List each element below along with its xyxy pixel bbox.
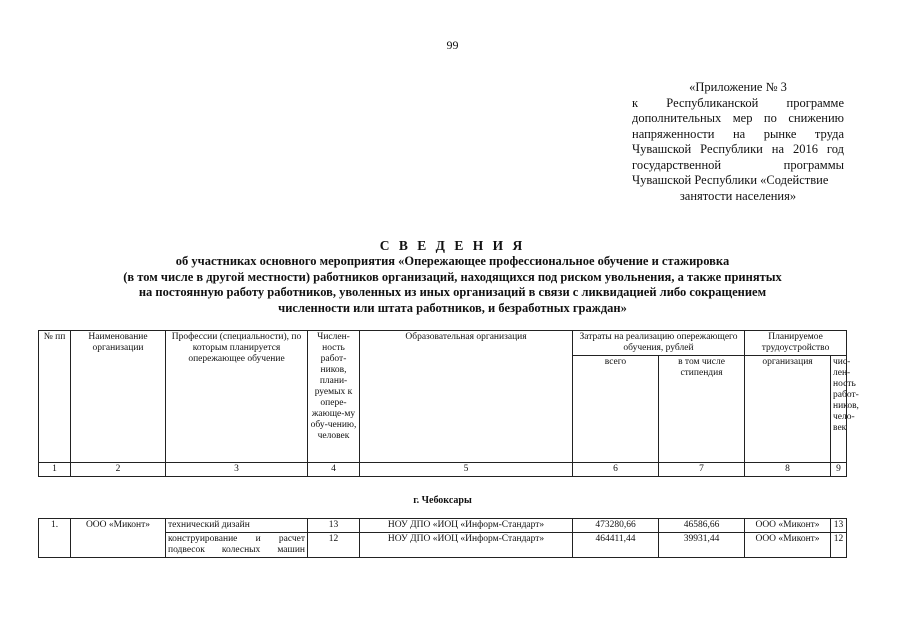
- header-employment-count: чис-лен-ность работ-ников, чело-век: [831, 356, 847, 463]
- row-edu-org: НОУ ДПО «ИОЦ «Информ-Стандарт»: [360, 519, 573, 533]
- row-count: 12: [308, 533, 360, 558]
- appendix-body: к Республиканской программе дополнительных мер по снижению напряженности на рынке труда Чувашской Республики на 2016 год государственной программы Чувашской Республики «Содействие: [632, 95, 844, 187]
- row-total: 464411,44: [573, 533, 659, 558]
- participants-table: [38, 330, 859, 558]
- header-count: Числен-ность работ-ников, плани-руемых к опере-жающе-му обу-чению, человек: [308, 331, 360, 463]
- appendix-last-line: занятости населения»: [679, 188, 797, 203]
- row-org: ООО «Миконт»: [71, 519, 166, 533]
- row-total: 473280,66: [573, 519, 659, 533]
- subtitle-line-3: на постоянную работу работников, уволенных из иных организаций в связи с ликвидацией либо сокращением: [138, 285, 767, 299]
- subtitle-line-1: об участниках основного мероприятия «Опережающее профессиональное обучение и стажировка: [175, 254, 730, 268]
- col-number: 4: [308, 463, 360, 477]
- header-employment: Планируемое трудоустройство: [745, 331, 847, 356]
- header-organization: Наименование организации: [71, 331, 166, 463]
- col-number: 9: [831, 463, 847, 477]
- row-count: 13: [308, 519, 360, 533]
- row-emp-org: ООО «Миконт»: [745, 519, 831, 533]
- document-title: С В Е Д Е Н И Я: [379, 238, 526, 253]
- city-row: [39, 477, 847, 519]
- row-emp-count: 12: [831, 533, 847, 558]
- col-number: 2: [71, 463, 166, 477]
- row-num: [39, 533, 71, 558]
- col-number: 5: [360, 463, 573, 477]
- header-employment-org: организация: [745, 356, 831, 463]
- subtitle-line-4: численности или штата работников, и безработных граждан»: [278, 300, 627, 315]
- row-profession: конструирование и расчет подвесок колесных машин: [166, 533, 308, 558]
- col-number: 3: [166, 463, 308, 477]
- subtitle-line-2: (в том числе в другой местности) работников организаций, находящихся под риском увольнения, а также принятых: [123, 269, 782, 284]
- header-num: № пп: [39, 331, 71, 463]
- document-title-block: [60, 238, 845, 316]
- row-edu-org: НОУ ДПО «ИОЦ «Информ-Стандарт»: [360, 533, 573, 558]
- header-row-1: [39, 331, 847, 356]
- header-profession: Профессии (специальности), по которым планируется опережающее обучение: [166, 331, 308, 463]
- col-number: 7: [659, 463, 745, 477]
- table-row: [39, 533, 847, 558]
- row-emp-org: ООО «Миконт»: [745, 533, 831, 558]
- row-org: [71, 533, 166, 558]
- header-costs-total: всего: [573, 356, 659, 463]
- table-row: [39, 519, 847, 533]
- header-costs-stipend: в том числе стипендия: [659, 356, 745, 463]
- col-number: 6: [573, 463, 659, 477]
- city-heading: г. Чебоксары: [413, 494, 472, 506]
- row-stipend: 39931,44: [659, 533, 745, 558]
- header-edu-org: Образовательная организация: [360, 331, 573, 463]
- header-costs: Затраты на реализацию опережающего обучения, рублей: [573, 331, 745, 356]
- appendix-title: «Приложение № 3: [689, 80, 787, 94]
- page-number: 99: [446, 38, 459, 52]
- col-number: 1: [39, 463, 71, 477]
- row-stipend: 46586,66: [659, 519, 745, 533]
- row-num: 1.: [39, 519, 71, 533]
- appendix-block: [632, 80, 844, 204]
- row-emp-count: 13: [831, 519, 847, 533]
- column-numbers-row: [39, 463, 847, 477]
- row-profession: технический дизайн: [166, 519, 308, 533]
- col-number: 8: [745, 463, 831, 477]
